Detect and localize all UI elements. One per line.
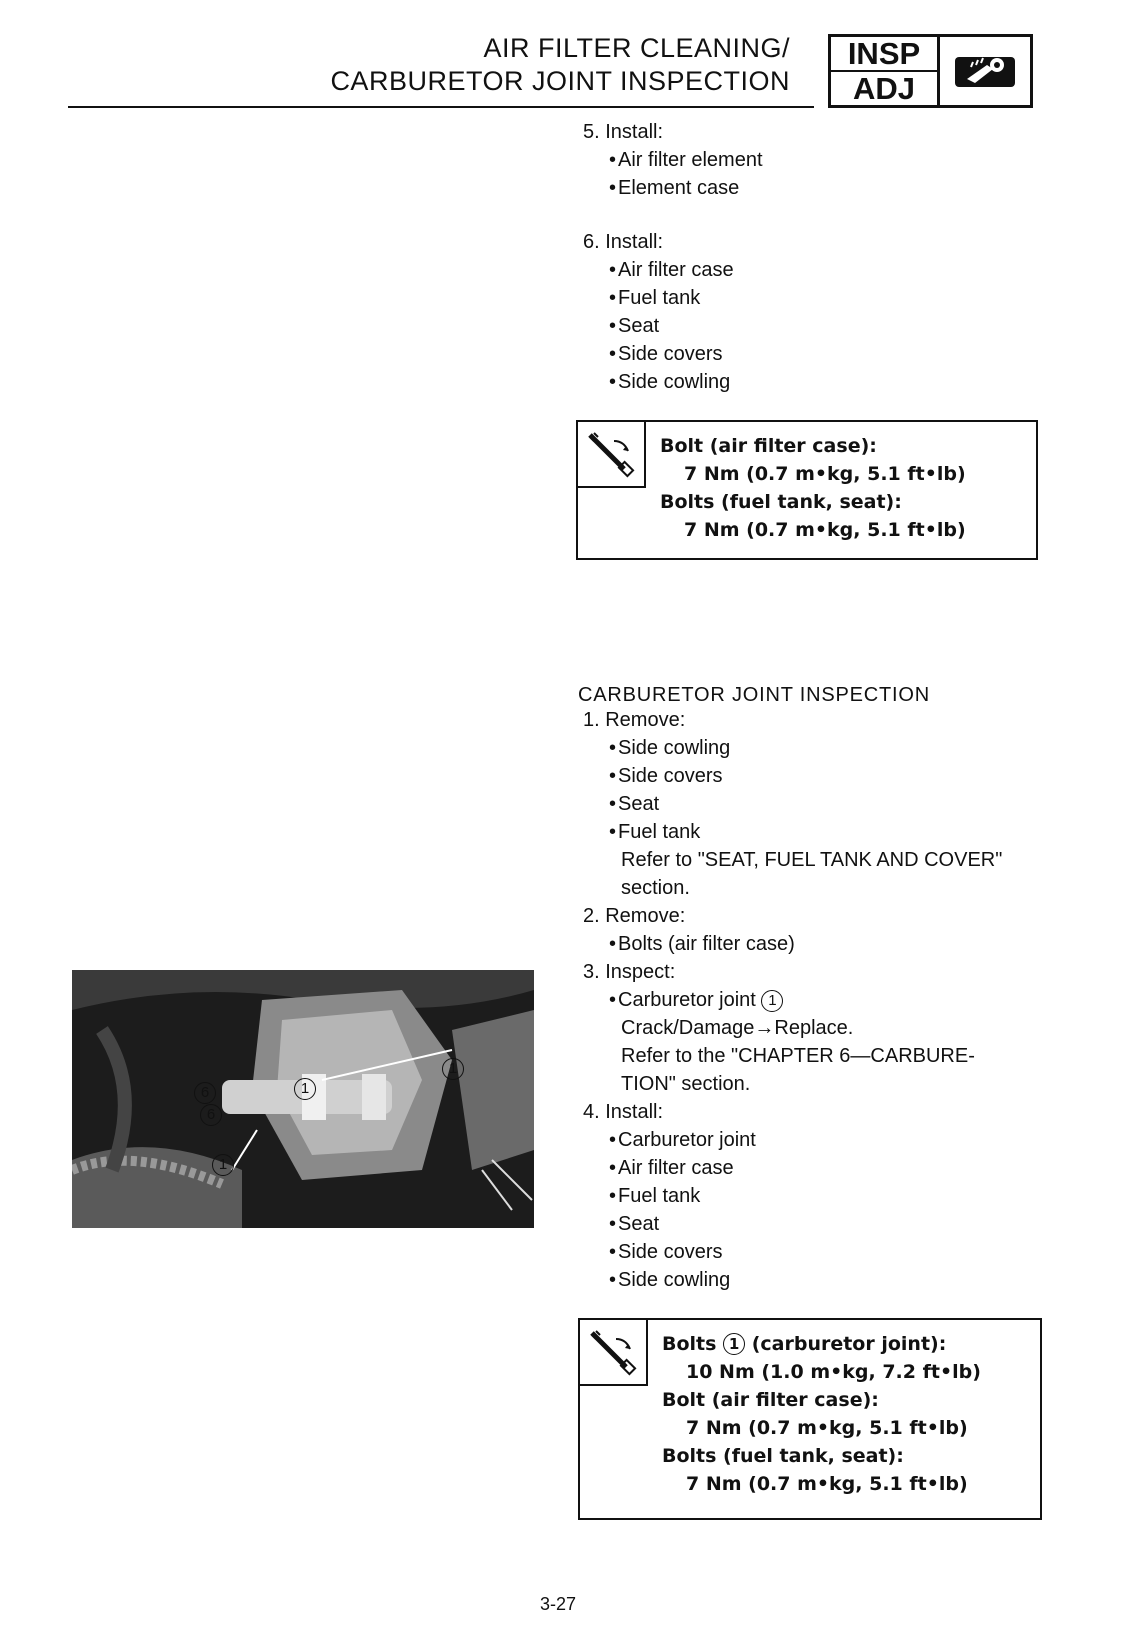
wrench-hand-icon bbox=[940, 37, 1030, 105]
list-item: • Air filter case bbox=[609, 256, 734, 284]
list-item: • Seat bbox=[609, 1210, 756, 1238]
photo-callout: 6 bbox=[194, 1082, 216, 1104]
title-line-1: AIR FILTER CLEANING/ bbox=[483, 33, 790, 63]
torque-value: 7 Nm (0.7 m•kg, 5.1 ft•lb) bbox=[684, 519, 966, 541]
list-item: • Element case bbox=[609, 174, 763, 202]
ref-number: 1 bbox=[761, 990, 783, 1012]
list-item: • Carburetor joint 1 bbox=[609, 986, 975, 1014]
page-title bbox=[280, 32, 790, 98]
torque-label: Bolt (air filter case): bbox=[660, 435, 877, 457]
carb-step-3-line: Crack/Damage→Replace. bbox=[621, 1017, 854, 1039]
step-5 bbox=[583, 118, 763, 202]
carb-step-3-line: TION" section. bbox=[621, 1073, 751, 1095]
badge-adj: ADJ bbox=[852, 71, 915, 106]
carb-step-2-title: 2. Remove: bbox=[583, 905, 686, 927]
carb-step-1-title: 1. Remove: bbox=[583, 709, 686, 731]
photo-callout: 1 bbox=[294, 1078, 316, 1100]
list-item: • Side covers bbox=[609, 1238, 756, 1266]
carburetor-joint-photo bbox=[72, 970, 534, 1228]
list-item: • Carburetor joint bbox=[609, 1126, 756, 1154]
carb-step-3-title: 3. Inspect: bbox=[583, 961, 676, 983]
list-item: • Air filter element bbox=[609, 146, 763, 174]
torque-label: Bolts 1 (carburetor joint): bbox=[662, 1333, 947, 1355]
photo-callout: 1 bbox=[212, 1154, 234, 1176]
photo-callout: 1 bbox=[442, 1058, 464, 1080]
step-6 bbox=[583, 228, 734, 396]
torque-value: 7 Nm (0.7 m•kg, 5.1 ft•lb) bbox=[684, 463, 966, 485]
step-5-list bbox=[583, 146, 763, 202]
badge-insp: INSP bbox=[831, 37, 937, 72]
torque-label: Bolts (fuel tank, seat): bbox=[662, 1445, 904, 1467]
torque-value: 7 Nm (0.7 m•kg, 5.1 ft•lb) bbox=[686, 1473, 968, 1495]
carb-step-1-note-2: section. bbox=[621, 877, 690, 899]
carb-step-2-list bbox=[583, 930, 795, 958]
step-5-title: 5. Install: bbox=[583, 121, 664, 143]
list-item: • Side cowling bbox=[609, 1266, 756, 1294]
ref-number: 1 bbox=[723, 1333, 745, 1355]
list-item: • Side covers bbox=[609, 762, 1002, 790]
torque-wrench-icon bbox=[580, 1320, 648, 1386]
list-item: • Fuel tank bbox=[609, 284, 734, 312]
page-number: 3-27 bbox=[540, 1594, 577, 1614]
torque-label: Bolt (air filter case): bbox=[662, 1389, 879, 1411]
carb-step-4-title: 4. Install: bbox=[583, 1101, 664, 1123]
carb-step-3-line: Refer to the "CHAPTER 6—CARBURE- bbox=[621, 1045, 975, 1067]
step-6-title: 6. Install: bbox=[583, 231, 664, 253]
carb-step-1-note: Refer to "SEAT, FUEL TANK AND COVER" bbox=[621, 849, 1003, 871]
torque-spec-box-1 bbox=[576, 420, 1038, 560]
list-item: • Side covers bbox=[609, 340, 734, 368]
section-heading: CARBURETOR JOINT INSPECTION bbox=[578, 684, 931, 706]
torque-spec-box-2 bbox=[578, 1318, 1042, 1520]
list-item: • Seat bbox=[609, 312, 734, 340]
torque-value: 10 Nm (1.0 m•kg, 7.2 ft•lb) bbox=[686, 1361, 981, 1383]
carb-step-1-list bbox=[583, 734, 1002, 846]
step-6-list bbox=[583, 256, 734, 396]
photo-callout: 6 bbox=[200, 1104, 222, 1126]
torque-label: Bolts (fuel tank, seat): bbox=[660, 491, 902, 513]
list-item: • Air filter case bbox=[609, 1154, 756, 1182]
carb-step-4 bbox=[583, 1098, 756, 1294]
list-item: • Side cowling bbox=[609, 368, 734, 396]
carb-step-1 bbox=[583, 706, 1002, 902]
carb-step-2 bbox=[583, 902, 795, 958]
torque-value: 7 Nm (0.7 m•kg, 5.1 ft•lb) bbox=[686, 1417, 968, 1439]
list-item: • Fuel tank bbox=[609, 1182, 756, 1210]
header-rule bbox=[68, 106, 814, 108]
title-line-2: CARBURETOR JOINT INSPECTION bbox=[330, 66, 790, 96]
list-item: • Side cowling bbox=[609, 734, 1002, 762]
carb-step-3 bbox=[583, 958, 975, 1098]
list-item: • Fuel tank bbox=[609, 818, 1002, 846]
list-item: • Bolts (air filter case) bbox=[609, 930, 795, 958]
torque-wrench-icon bbox=[578, 422, 646, 488]
insp-adj-badge bbox=[828, 34, 1033, 108]
carb-step-4-list bbox=[583, 1126, 756, 1294]
list-item: • Seat bbox=[609, 790, 1002, 818]
